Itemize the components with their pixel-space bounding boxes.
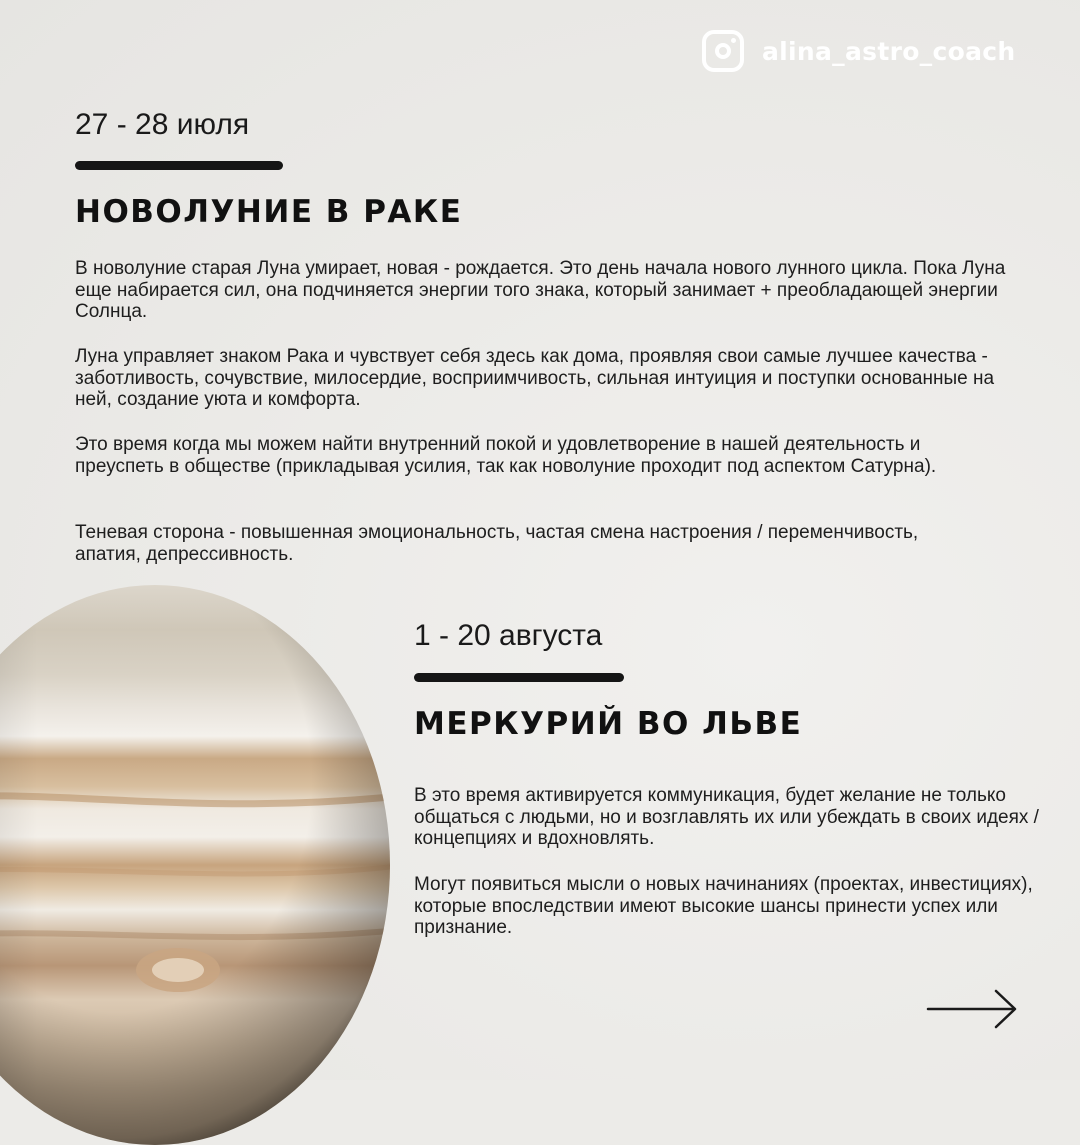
right-arrow-icon[interactable] bbox=[926, 987, 1020, 1031]
handle-text: alina_astro_coach bbox=[762, 36, 1016, 66]
section2-heading: МЕРКУРИЙ ВО ЛЬВЕ bbox=[414, 706, 803, 742]
section1-paragraph-1: В новолуние старая Луна умирает, новая - рождается. Это день начала нового лунного цикла. Пока Луна еще набирается сил, она подчиняется энергии того знака, который занимает + преобладающей энергии Солнца. bbox=[75, 258, 1006, 322]
section2-paragraph-2: Могут появиться мысли о новых начинаниях (проектах, инвестициях), которые впоследствии имеют высокие шансы принести успех или признание. bbox=[414, 874, 1033, 938]
instagram-handle[interactable] bbox=[702, 30, 1015, 72]
section1-divider bbox=[75, 161, 283, 170]
section2-divider bbox=[414, 673, 624, 682]
section1-heading: НОВОЛУНИЕ В РАКЕ bbox=[75, 194, 463, 230]
instagram-icon bbox=[702, 30, 744, 72]
section1-paragraph-2: Луна управляет знаком Рака и чувствует себя здесь как дома, проявляя свои самые лучшее качества - заботливость, сочувствие, милосердие, восприимчивость, сильная интуиция и поступки основанные на ней, создание уюта и комфорта. bbox=[75, 346, 995, 410]
section1-date: 27 - 28 июля bbox=[75, 108, 250, 141]
section2-paragraph-1: В это время активируется коммуникация, будет желание не только общаться с людьми, но и возглавлять их или убеждать в своих идеях / концепциях и вдохновлять. bbox=[414, 785, 1039, 849]
section1-paragraph-3: Это время когда мы можем найти внутренний покой и удовлетворение в нашей деятельность и преуспеть в обществе (прикладывая усилия, так как новолуние проходит под аспектом Сатурна). bbox=[75, 434, 937, 477]
section1-paragraph-4: Теневая сторона - повышенная эмоциональность, частая смена настроения / переменчивость, апатия, депрессивность. bbox=[75, 522, 919, 565]
section2-date: 1 - 20 августа bbox=[414, 619, 603, 652]
